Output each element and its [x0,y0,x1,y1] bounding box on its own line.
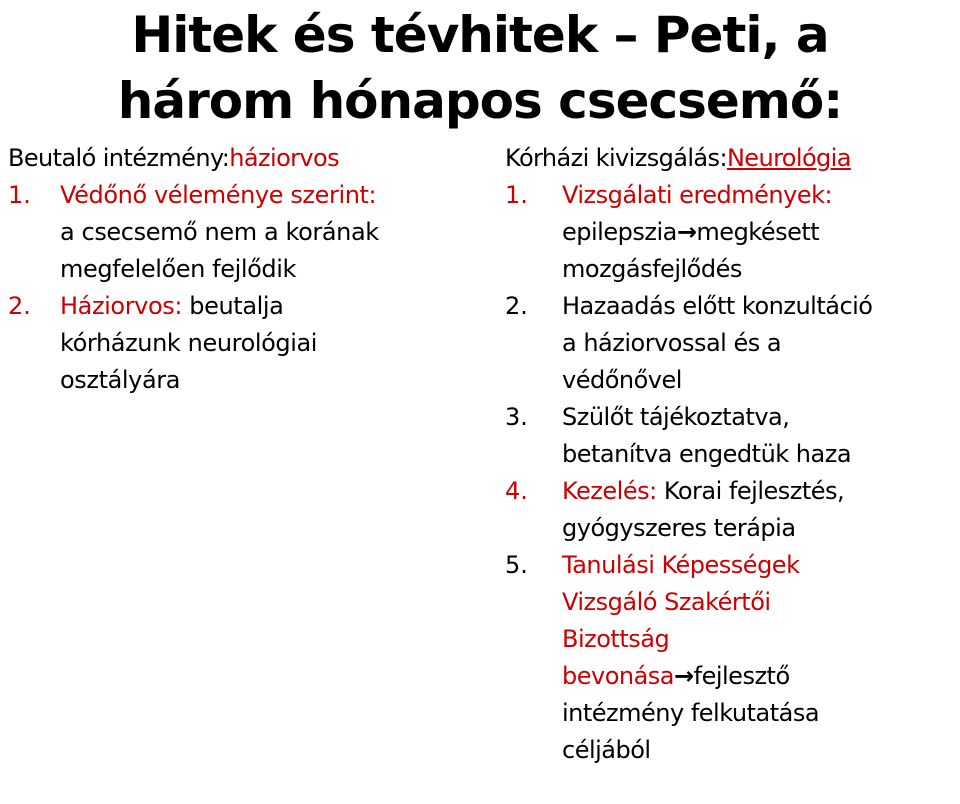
item-text: beutalja [182,292,284,320]
list-item [505,399,960,473]
list-item [8,288,478,399]
item-line: Bizottság [562,625,670,653]
item-line: osztályára [60,366,181,394]
item-line: a háziorvossal és a [562,329,782,357]
list-item [505,288,960,399]
right-heading-label: Kórházi kivizsgálás: [505,144,727,172]
item-text: Korai fejlesztés, [656,477,845,505]
item-text: epilepszia [562,218,677,246]
item-text: megkésett [696,218,820,246]
item-line: megfelelően fejlődik [60,255,297,283]
item-lead: Védőnő véleménye szerint: [60,181,377,209]
left-heading [8,140,478,177]
title-line-2: három hónapos csecsemő: [117,72,843,130]
item-line: védőnővel [562,366,682,394]
item-lead: Vizsgálati eredmények: [562,181,833,209]
arrow-right-icon: → [676,218,697,246]
list-item [505,547,960,769]
item-line: kórházunk neurológiai [60,329,318,357]
item-line: gyógyszeres terápia [562,514,796,542]
item-line: a csecsemő nem a korának [60,218,379,246]
right-heading [505,140,960,177]
item-number: 2. [505,292,528,320]
item-number: 1. [8,181,31,209]
slide-title [0,2,960,134]
item-lead: Háziorvos: [60,292,183,320]
arrow-right-icon: → [674,662,694,690]
item-text: fejlesztő [693,662,790,690]
item-line: intézmény felkutatása [562,699,820,727]
item-text: bevonása [562,662,675,690]
right-column [505,140,960,769]
item-number: 5. [505,551,528,579]
item-number: 2. [8,292,31,320]
list-item [505,473,960,547]
title-line-1: Hitek és tévhitek – Peti, a [131,6,829,64]
item-line: Vizsgáló Szakértői [562,588,771,616]
item-line: Szülőt tájékoztatva, [562,403,790,431]
list-item [8,177,478,288]
left-heading-value: háziorvos [229,144,340,172]
item-line: betanítva engedtük haza [562,440,852,468]
item-line: céljából [562,736,651,764]
item-number: 4. [505,477,528,505]
left-column [8,140,478,399]
right-heading-value: Neurológia [726,144,851,172]
item-lead: Kezelés: [562,477,657,505]
item-number: 3. [505,403,528,431]
item-line: mozgásfejlődés [562,255,742,283]
right-list [505,177,960,769]
left-list [8,177,478,399]
item-line: Hazaadás előtt konzultáció [562,292,873,320]
item-line: Tanulási Képességek [562,551,800,579]
list-item [505,177,960,288]
left-heading-label: Beutaló intézmény: [8,144,230,172]
item-number: 1. [505,181,528,209]
